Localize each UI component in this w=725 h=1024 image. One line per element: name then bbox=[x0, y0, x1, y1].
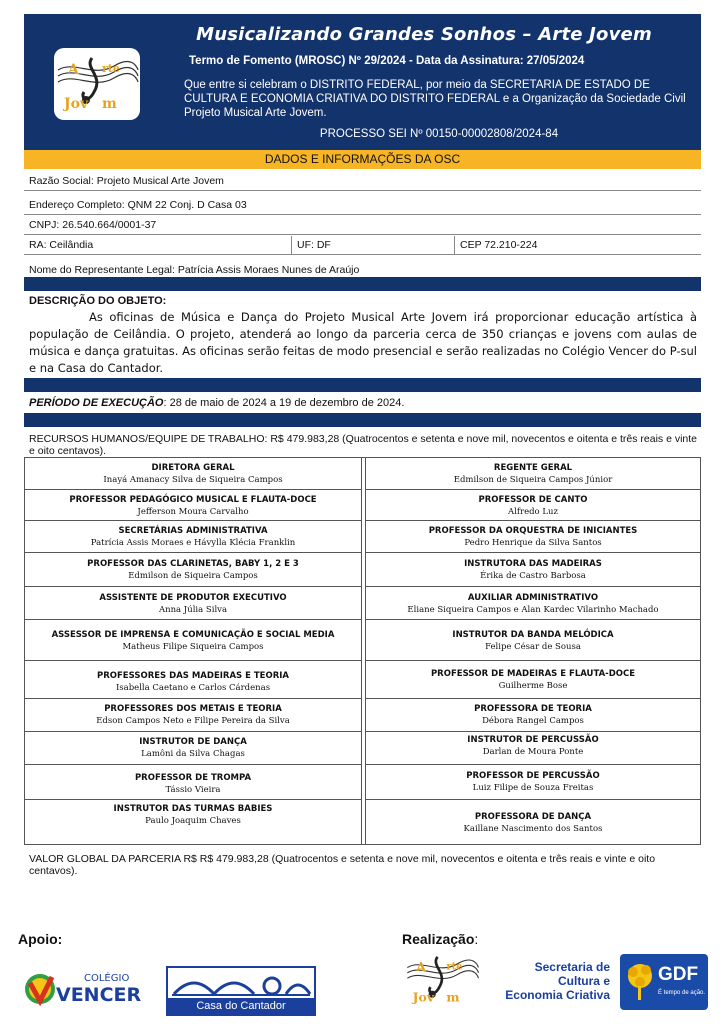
staff-name: Lamôni da Silva Chagas bbox=[141, 749, 245, 759]
staff-name: Paulo Joaquim Chaves bbox=[145, 816, 241, 826]
staff-cell bbox=[366, 552, 700, 586]
staff-table bbox=[24, 457, 701, 845]
objeto-heading: DESCRIÇÃO DO OBJETO: bbox=[29, 295, 167, 307]
staff-role: ASSISTENTE DE PRODUTOR EXECUTIVO bbox=[99, 593, 287, 603]
razao-social: Razão Social: Projeto Musical Arte Jovem bbox=[24, 172, 701, 191]
arte-jovem-logo bbox=[54, 48, 140, 120]
staff-role: PROFESSORA DE TEORIA bbox=[474, 704, 592, 714]
staff-role: ASSESSOR DE IMPRENSA E COMUNICAÇÃO E SOCIAL MEDIA bbox=[51, 630, 335, 640]
ra: RA: Ceilândia bbox=[29, 239, 94, 251]
staff-role: PROFESSOR DE MADEIRAS E FLAUTA-DOCE bbox=[430, 669, 636, 679]
staff-role: PROFESSOR DE CANTO bbox=[478, 495, 588, 505]
divider-bar bbox=[24, 378, 701, 392]
staff-cell bbox=[25, 552, 361, 586]
vencer-big-text: VENCER bbox=[56, 984, 142, 1006]
periodo-execucao bbox=[29, 397, 404, 409]
staff-cell bbox=[366, 520, 700, 552]
staff-name: Érika de Castro Barbosa bbox=[480, 571, 586, 581]
cep: CEP 72.210-224 bbox=[454, 236, 701, 255]
staff-name: Tássio Vieira bbox=[165, 785, 221, 795]
gdf-text: GDF bbox=[658, 964, 699, 985]
svg-text:rte: rte bbox=[102, 62, 120, 75]
gdf-tagline: É tempo de ação. bbox=[658, 990, 706, 996]
staff-cell bbox=[25, 458, 361, 489]
endereco: Endereço Completo: QNM 22 Conj. D Casa 03 bbox=[24, 196, 701, 215]
staff-role: INSTRUTORA DAS MADEIRAS bbox=[464, 559, 602, 569]
staff-name: Isabella Caetano e Carlos Cárdenas bbox=[115, 683, 271, 693]
staff-name: Darlan de Moura Ponte bbox=[482, 747, 584, 757]
representante-legal: Nome do Representante Legal: Patrícia Assis Moraes Nunes de Araújo bbox=[29, 264, 360, 276]
staff-role: PROFESSOR DAS CLARINETAS, BABY 1, 2 E 3 bbox=[87, 559, 299, 569]
divider-bar bbox=[24, 277, 701, 291]
vencer-small-text: COLÉGIO bbox=[84, 973, 130, 984]
staff-role: SECRETÁRIAS ADMINISTRATIVA bbox=[118, 526, 268, 536]
processo-sei: PROCESSO SEI Nº 00150-00002808/2024-84 bbox=[319, 128, 559, 140]
staff-cell bbox=[25, 586, 361, 619]
staff-role: INSTRUTOR DE DANÇA bbox=[139, 737, 247, 747]
staff-cell bbox=[25, 520, 361, 552]
staff-cell bbox=[366, 458, 700, 489]
cantador-text: Casa do Cantador bbox=[168, 998, 314, 1014]
staff-cell bbox=[366, 660, 700, 698]
staff-cell bbox=[25, 660, 361, 698]
periodo-value: : 28 de maio de 2024 a 19 de dezembro de 2024. bbox=[163, 397, 405, 409]
staff-cell bbox=[366, 489, 700, 520]
staff-cell bbox=[366, 698, 700, 731]
staff-cell bbox=[25, 698, 361, 731]
staff-role: PROFESSOR DE PERCUSSÃO bbox=[466, 771, 600, 781]
staff-name: Jefferson Moura Carvalho bbox=[137, 507, 249, 517]
staff-name: Luiz Filipe de Souza Freitas bbox=[472, 783, 594, 793]
secretaria-line: Secretaria de bbox=[534, 960, 610, 974]
gdf-logo bbox=[620, 954, 708, 1010]
section-title: DADOS E INFORMAÇÕES DA OSC bbox=[24, 150, 701, 169]
staff-name: Matheus Filipe Siqueira Campos bbox=[122, 642, 264, 652]
staff-name: Alfredo Luz bbox=[508, 507, 558, 517]
svg-text:m: m bbox=[446, 989, 460, 1005]
secretaria-cultura-logo bbox=[500, 960, 610, 1002]
recursos-humanos: RECURSOS HUMANOS/EQUIPE DE TRABALHO: R$ 479.983,28 (Quatrocentos e setenta e nove mil, novecentos e oitenta e três reais e vinte e oito centavos). bbox=[29, 433, 698, 457]
staff-name: Felipe César de Sousa bbox=[485, 642, 581, 652]
staff-cell bbox=[25, 764, 361, 799]
staff-cell bbox=[25, 489, 361, 520]
staff-name: Patrícia Assis Moraes e Hávylla Klécia Franklin bbox=[90, 538, 296, 548]
staff-role: PROFESSOR DA ORQUESTRA DE INICIANTES bbox=[428, 526, 638, 536]
staff-name: Kaillane Nascimento dos Santos bbox=[463, 824, 603, 834]
staff-name: Débora Rangel Campos bbox=[482, 716, 584, 726]
secretaria-line: Economia Criativa bbox=[505, 988, 610, 1002]
cnpj: CNPJ: 26.540.664/0001-37 bbox=[24, 216, 701, 235]
colegio-vencer-logo bbox=[22, 967, 147, 1009]
staff-role: PROFESSOR PEDAGÓGICO MUSICAL E FLAUTA-DOCE bbox=[69, 495, 317, 505]
staff-name: Inayá Amanacy Silva de Siqueira Campos bbox=[103, 475, 283, 485]
staff-name: Anna Júlia Silva bbox=[158, 605, 228, 615]
svg-text:A: A bbox=[416, 959, 426, 975]
staff-role: PROFESSOR DE TROMPA bbox=[134, 773, 252, 783]
termo-fomento: Termo de Fomento (MROSC) Nº 29/2024 - Data da Assinatura: 27/05/2024 bbox=[189, 55, 585, 67]
svg-text:rte: rte bbox=[446, 961, 463, 973]
staff-role: PROFESSORES DOS METAIS E TEORIA bbox=[104, 704, 282, 714]
header-description: Que entre si celebram o DISTRITO FEDERAL, por meio da SECRETARIA DE ESTADO DE CULTURA E ECONOMIA CRIATIVA DO DISTRITO FEDERAL e a Organização da Sociedade Civil Projeto Musical Arte Jovem. bbox=[184, 79, 686, 119]
staff-role: INSTRUTOR DA BANDA MELÓDICA bbox=[452, 630, 614, 640]
staff-cell bbox=[366, 586, 700, 619]
realizacao-colon: : bbox=[474, 931, 479, 947]
apoio-label: Apoio: bbox=[18, 931, 63, 947]
staff-cell bbox=[25, 619, 361, 660]
staff-role: PROFESSORES DAS MADEIRAS E TEORIA bbox=[97, 671, 289, 681]
realizacao-text: Realização bbox=[402, 931, 475, 947]
staff-name: Edmilson de Siqueira Campos Júnior bbox=[453, 475, 613, 485]
staff-role: AUXILIAR ADMINISTRATIVO bbox=[467, 593, 599, 603]
location-row bbox=[24, 236, 701, 255]
staff-cell bbox=[25, 731, 361, 764]
staff-cell bbox=[366, 764, 700, 799]
svg-text:Jov: Jov bbox=[64, 96, 89, 112]
staff-name: Edmilson de Siqueira Campos bbox=[128, 571, 258, 581]
svg-text:Jov: Jov bbox=[412, 989, 435, 1005]
staff-role: REGENTE GERAL bbox=[493, 463, 573, 473]
objeto-text: As oficinas de Música e Dança do Projeto Musical Arte Jovem irá proporcionar educação artística à população de Ceilândia. O projeto, atenderá ao longo da parceria cerca de 350 crianças e jovens com aulas de música e dança gratuitas. As oficinas serão feitas de modo presencial e serão realizadas no Colégio Vencer do P-sul e na Casa do Cantador. bbox=[29, 310, 697, 375]
staff-name: Edson Campos Neto e Filipe Pereira da Silva bbox=[96, 716, 290, 726]
secretaria-line: Cultura e bbox=[557, 974, 610, 988]
staff-role: DIRETORA GERAL bbox=[151, 463, 235, 473]
valor-global: VALOR GLOBAL DA PARCERIA R$ R$ 479.983,28 (Quatrocentos e setenta e nove mil, novecentos e oitenta e três reais e vinte e oito centavos). bbox=[29, 853, 656, 877]
staff-cell bbox=[366, 619, 700, 660]
divider-bar bbox=[24, 413, 701, 427]
svg-text:m: m bbox=[102, 96, 117, 112]
realizacao-label bbox=[402, 931, 478, 947]
staff-role: INSTRUTOR DE PERCUSSÃO bbox=[467, 735, 599, 745]
staff-cell bbox=[366, 799, 700, 844]
header-banner bbox=[24, 14, 701, 150]
page-title: Musicalizando Grandes Sonhos – Arte Jovem bbox=[196, 24, 652, 45]
periodo-label: PERÍODO DE EXECUÇÃO bbox=[29, 397, 164, 409]
staff-cell bbox=[366, 731, 700, 764]
svg-text:A: A bbox=[68, 62, 79, 78]
uf: UF: DF bbox=[291, 236, 454, 255]
staff-name: Pedro Henrique da Silva Santos bbox=[464, 538, 602, 548]
staff-name: Eliane Siqueira Campos e Alan Kardec Vilarinho Machado bbox=[407, 605, 659, 615]
casa-do-cantador-logo bbox=[166, 966, 316, 1016]
staff-role: PROFESSORA DE DANÇA bbox=[474, 812, 592, 822]
staff-name: Guilherme Bose bbox=[498, 681, 568, 691]
staff-cell bbox=[25, 799, 361, 844]
arte-jovem-logo-footer bbox=[402, 948, 482, 1012]
staff-role: INSTRUTOR DAS TURMAS BABIES bbox=[113, 804, 273, 814]
